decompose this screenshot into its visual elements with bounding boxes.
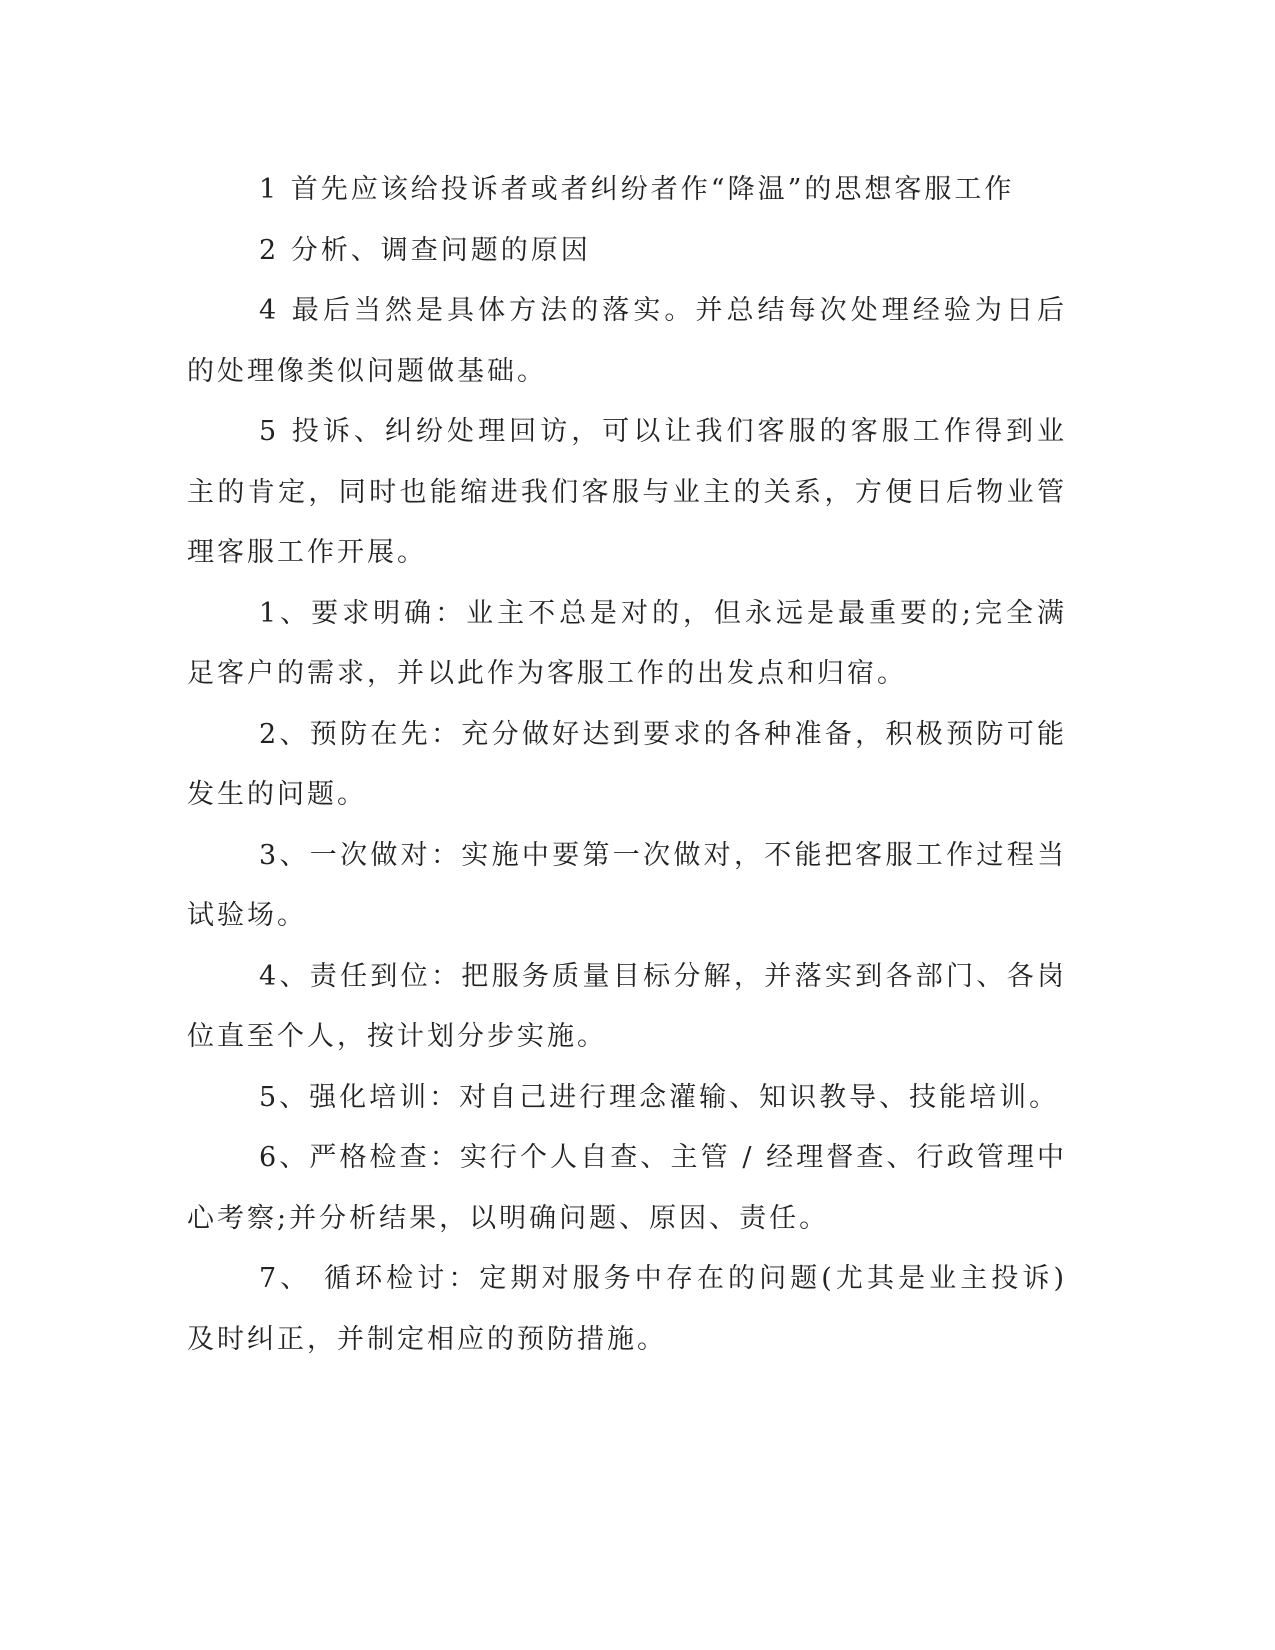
paragraph-3: 4 最后当然是具体方法的落实。并总结每次处理经验为日后的处理像类似问题做基础。 [187,295,1067,387]
paragraph-5: 1、要求明确：业主不总是对的，但永远是最重要的;完全满足客户的需求，并以此作为客服工作的出发点和归宿。 [187,597,1067,689]
paragraph-2: 2 分析、调查问题的原因 [259,234,591,266]
paragraph-9: 5、强化培训：对自己进行理念灌输、知识教导、技能培训。 [259,1081,1060,1113]
document-body [187,160,1067,1370]
paragraph-8: 4、责任到位：把服务质量目标分解，并落实到各部门、各岗位直至个人，按计划分步实施。 [187,960,1067,1052]
paragraph-11: 7、 循环检讨：定期对服务中存在的问题(尤其是业主投诉)及时纠正，并制定相应的预防措施。 [187,1263,1067,1355]
paragraph-6: 2、预防在先：充分做好达到要求的各种准备，积极预防可能发生的问题。 [187,718,1067,810]
paragraph-7: 3、一次做对：实施中要第一次做对，不能把客服工作过程当试验场。 [187,839,1067,931]
paragraph-4: 5 投诉、纠纷处理回访，可以让我们客服的客服工作得到业主的肯定，同时也能缩进我们客服与业主的关系，方便日后物业管理客服工作开展。 [187,416,1067,568]
paragraph-1: 1 首先应该给投诉者或者纠纷者作“降温”的思想客服工作 [259,174,1015,205]
paragraph-10: 6、严格检查：实行个人自查、主管 / 经理督查、行政管理中心考察;并分析结果，以明确问题、原因、责任。 [187,1142,1067,1234]
